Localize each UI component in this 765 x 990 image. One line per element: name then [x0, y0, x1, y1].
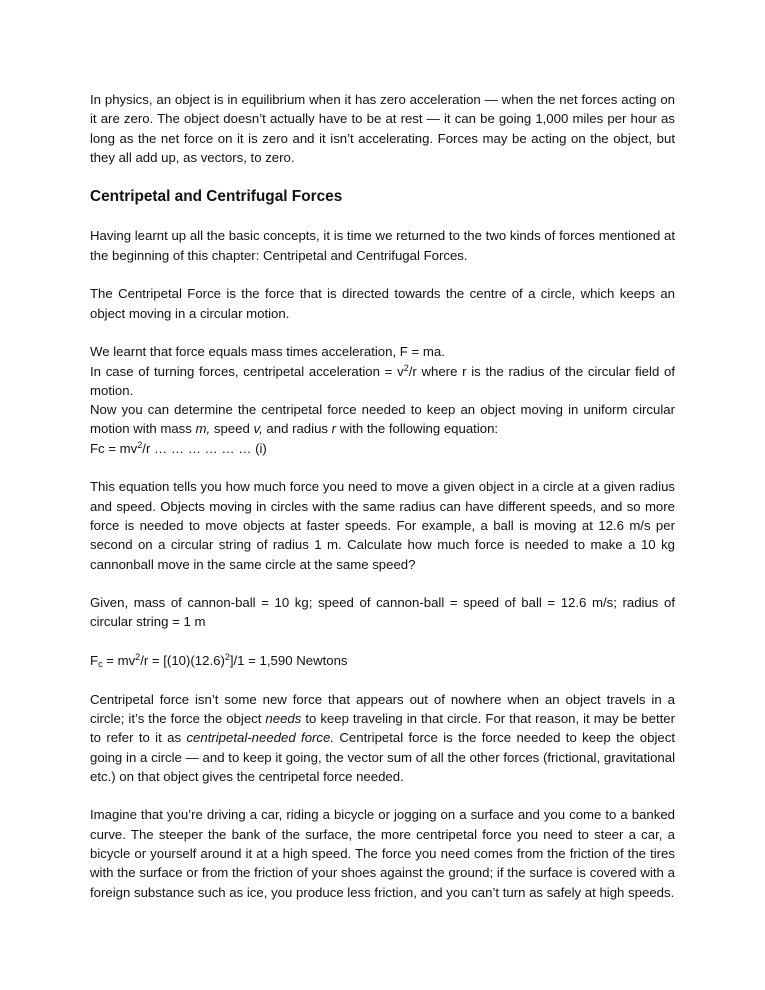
- paragraph-centripetal-definition: The Centripetal Force is the force that is directed towards the centre of a circle, which keeps an object moving in a circular motion.: [90, 286, 675, 321]
- paragraph-banked-curve: Imagine that you’re driving a car, riding a bicycle or jogging on a surface and you come to a banked curve. The steeper the bank of the surface, the more centripetal force you need to steer a car, a bicycle or yourself around it at a high speed. The force you need comes from the friction of the tires with the surface or from the friction of your shoes against the ground; if the surface is covered with a foreign substance such as ice, you produce less friction, and you can’t turn as safely at high speeds.: [90, 807, 675, 900]
- document-page: [90, 90, 675, 921]
- section-heading: Centripetal and Centrifugal Forces: [90, 188, 343, 206]
- formula-line-f-ma: We learnt that force equals mass times acceleration, F = ma.: [90, 344, 445, 360]
- paragraph-result-equation: $F_c = mv^2/r = [(10)(12.6)^2]/1 = 1,590$ Newtons: [90, 652, 348, 670]
- paragraph-example-problem: This equation tells you how much force you need to move a given object in a circle at a given radius and speed. Objects moving in circles with the same radius can have different speeds, and so more force is needed to move objects at faster speeds. For example, a ball is moving at 12.6 m/s per second on a circular string of radius 1 m. Calculate how much force is needed to make a 10 kg cannonball move in the same circle at the same speed?: [90, 479, 675, 572]
- paragraph-centripetal-needed-force: Centripetal force isn’t some new force that appears out of nowhere when an object travels in a circle; it’s the force the object needs to keep traveling in that circle. For that reason, it may be better to refer to it as centripetal-needed force. Centripetal force is the force needed to keep the object going in a circle — and to keep it going, the vector sum of all the other forces (frictional, gravitational etc.) on that object gives the centripetal force needed.: [90, 691, 676, 784]
- formula-line-description: Now you can determine the centripetal force needed to keep an object moving in uniform circular motion with mass m, speed v, and radius r with the following equation:: [90, 402, 675, 437]
- paragraph-basic-concepts: Having learnt up all the basic concepts, it is time we returned to the two kinds of forces mentioned at the beginning of this chapter: Centripetal and Centrifugal Forces.: [90, 228, 675, 263]
- formula-equation-i: $Fc = mv^2/r$ … … … … … … (i): [90, 439, 267, 456]
- paragraph-equilibrium: In physics, an object is in equilibrium when it has zero acceleration — when the net forces acting on it are zero. The object doesn’t actually have to be at rest — it can be going 1,000 miles per hour as long as the net force on it is zero and it isn’t accelerating. Forces may be acting on the object, but they all add up, as vectors, to zero.: [90, 92, 675, 165]
- paragraph-formula-derivation: [90, 342, 675, 458]
- paragraph-given-values: Given, mass of cannon-ball = 10 kg; speed of cannon-ball = speed of ball = 12.6 m/s; radius of circular string = 1 m: [90, 595, 675, 630]
- formula-line-acceleration: In case of turning forces, centripetal acceleration = $v^2/r$ where r is the radius of the circular field of motion.: [90, 362, 675, 398]
